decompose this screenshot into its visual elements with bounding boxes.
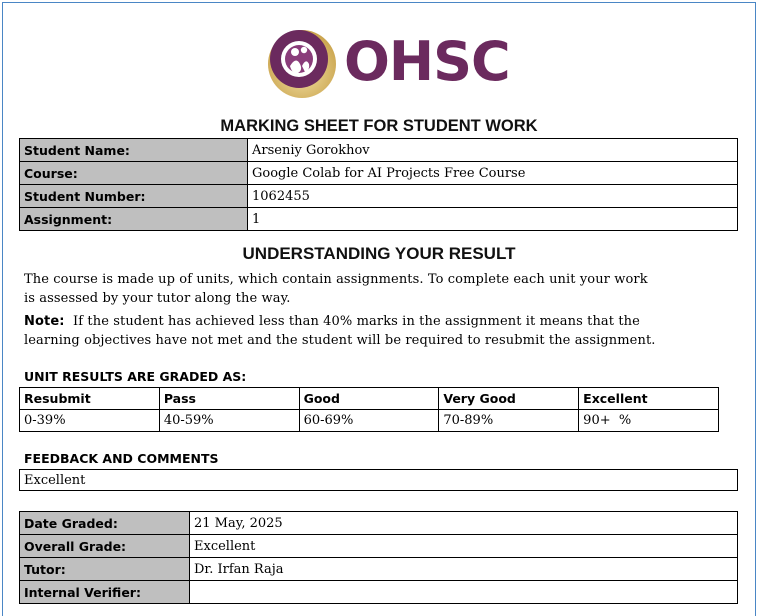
marking-sheet-title: MARKING SHEET FOR STUDENT WORK <box>220 117 538 135</box>
grade-header-pass: Pass <box>159 388 299 410</box>
table-row <box>20 512 738 535</box>
internal-verifier-label: Internal Verifier: <box>20 581 190 604</box>
student-name-label: Student Name: <box>20 139 248 162</box>
table-row <box>20 535 738 558</box>
grade-range-excellent: 90+ % <box>579 410 719 432</box>
course-value: Google Colab for AI Projects Free Course <box>248 162 738 185</box>
result-table <box>19 511 738 604</box>
student-info-table <box>19 138 738 231</box>
note-label: Note: <box>24 314 65 329</box>
table-row <box>20 388 719 410</box>
student-number-value: 1062455 <box>248 185 738 208</box>
table-row <box>20 139 738 162</box>
grade-range-resubmit: 0-39% <box>20 410 160 432</box>
date-graded-label: Date Graded: <box>20 512 190 535</box>
overall-grade-value: Excellent <box>190 535 738 558</box>
feedback-table <box>19 469 738 491</box>
table-row <box>20 410 719 432</box>
grade-header-very-good: Very Good <box>439 388 579 410</box>
course-label: Course: <box>20 162 248 185</box>
note-line-1: If the student has achieved less than 40% marks in the assignment it means that the <box>73 314 640 329</box>
ohsc-logo <box>266 26 510 98</box>
tutor-label: Tutor: <box>20 558 190 581</box>
grades-table <box>19 387 719 432</box>
overall-grade-label: Overall Grade: <box>20 535 190 558</box>
table-row <box>20 470 738 491</box>
grade-range-pass: 40-59% <box>159 410 299 432</box>
student-number-label: Student Number: <box>20 185 248 208</box>
table-row <box>20 558 738 581</box>
grades-heading: UNIT RESULTS ARE GRADED AS: <box>24 369 247 384</box>
understanding-title: UNDERSTANDING YOUR RESULT <box>242 244 516 263</box>
table-row <box>20 162 738 185</box>
date-graded-value: 21 May, 2025 <box>190 512 738 535</box>
intro-line-2: is assessed by your tutor along the way. <box>24 291 291 306</box>
grade-header-good: Good <box>299 388 439 410</box>
feedback-text: Excellent <box>20 470 738 491</box>
table-row <box>20 185 738 208</box>
table-row <box>20 581 738 604</box>
grade-range-very-good: 70-89% <box>439 410 579 432</box>
intro-paragraph <box>24 270 664 308</box>
tutor-value: Dr. Irfan Raja <box>190 558 738 581</box>
intro-line-1: The course is made up of units, which contain assignments. To complete each unit your work <box>24 272 648 287</box>
note-paragraph <box>24 312 664 350</box>
grade-header-resubmit: Resubmit <box>20 388 160 410</box>
table-row <box>20 208 738 231</box>
note-line-2: learning objectives have not met and the student will be required to resubmit the assignment. <box>24 333 656 348</box>
feedback-heading: FEEDBACK AND COMMENTS <box>24 451 219 466</box>
student-name-value: Arseniy Gorokhov <box>248 139 738 162</box>
assignment-label: Assignment: <box>20 208 248 231</box>
grade-range-good: 60-69% <box>299 410 439 432</box>
ohsc-logo-icon <box>266 26 342 102</box>
grade-header-excellent: Excellent <box>579 388 719 410</box>
assignment-value: 1 <box>248 208 738 231</box>
internal-verifier-value <box>190 581 738 604</box>
logo-text: OHSC <box>344 30 510 93</box>
